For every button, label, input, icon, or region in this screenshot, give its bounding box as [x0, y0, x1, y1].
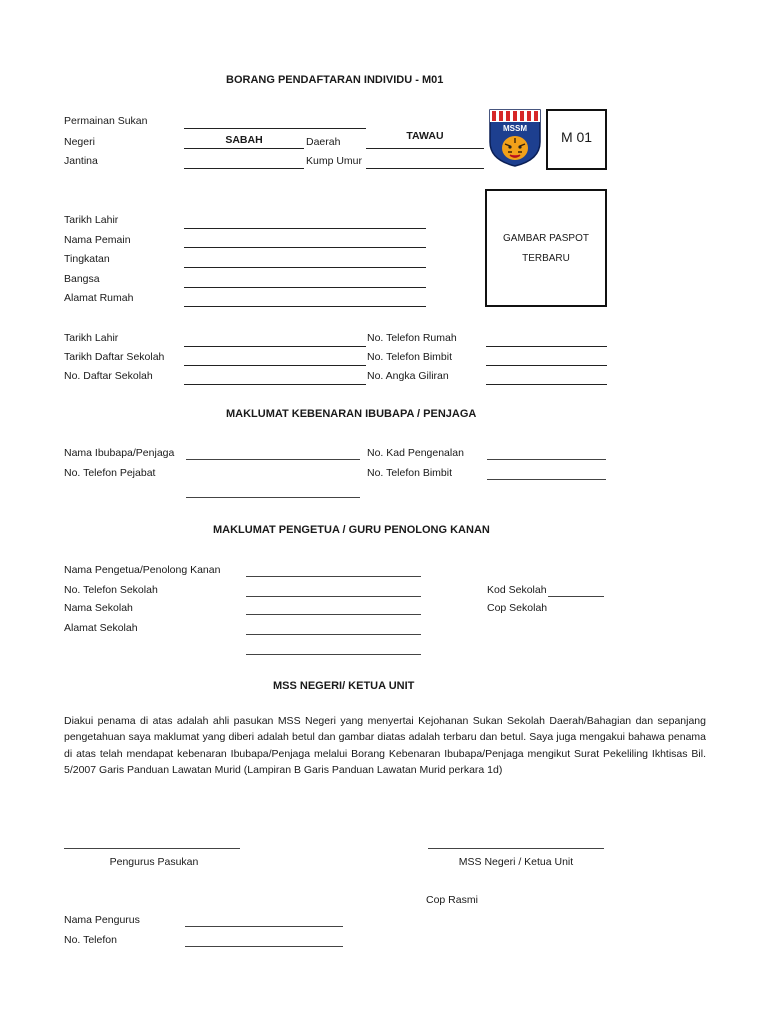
field-negeri[interactable]	[184, 148, 304, 149]
label-tel-pejabat: No. Telefon Pejabat	[64, 467, 156, 479]
field-nama-sekolah[interactable]	[246, 614, 421, 615]
field-alamat-rumah[interactable]	[184, 306, 426, 307]
form-code: M 01	[560, 129, 593, 145]
label-negeri: Negeri	[64, 136, 95, 148]
principal-heading: MAKLUMAT PENGETUA / GURU PENOLONG KANAN	[213, 524, 490, 536]
negeri-value: SABAH	[225, 134, 263, 146]
field-angka-giliran[interactable]	[486, 384, 607, 385]
parent-heading: MAKLUMAT KEBENARAN IBUBAPA / PENJAGA	[226, 408, 477, 420]
field-tel-bimbit[interactable]	[486, 365, 607, 366]
label-pengurus-pasukan: Pengurus Pasukan	[109, 856, 199, 868]
field-no-telefon[interactable]	[185, 946, 343, 947]
label-tel-bimbit: No. Telefon Bimbit	[367, 351, 453, 363]
label-no-daftar: No. Daftar Sekolah	[64, 370, 153, 382]
field-tarikh-lahir-2[interactable]	[184, 346, 366, 347]
field-parent-tel-bimbit[interactable]	[487, 479, 606, 480]
label-mss-negeri: MSS Negeri / Ketua Unit	[458, 856, 574, 868]
signature-pengurus[interactable]	[64, 848, 240, 849]
label-nama-pengetua: Nama Pengetua/Penolong Kanan	[64, 564, 221, 576]
field-permainan-sukan[interactable]	[184, 128, 366, 129]
field-nama-pengetua[interactable]	[246, 576, 421, 577]
label-nama-pemain: Nama Pemain	[64, 234, 131, 246]
label-nama-sekolah: Nama Sekolah	[64, 602, 133, 614]
label-tarikh-lahir-1: Tarikh Lahir	[64, 214, 119, 226]
field-daerah[interactable]	[366, 148, 484, 149]
field-kod-sekolah[interactable]	[548, 596, 604, 597]
field-tel-rumah[interactable]	[486, 346, 607, 347]
label-bangsa: Bangsa	[64, 273, 100, 285]
label-tel-sekolah: No. Telefon Sekolah	[64, 584, 158, 596]
field-no-daftar[interactable]	[184, 384, 366, 385]
field-tel-pejabat[interactable]	[186, 497, 360, 498]
label-nama-pengurus: Nama Pengurus	[64, 914, 140, 926]
field-kad-pengenalan[interactable]	[487, 459, 606, 460]
field-alamat-sekolah-2[interactable]	[246, 654, 421, 655]
label-nama-ibubapa: Nama Ibubapa/Penjaga	[64, 447, 175, 459]
field-nama-pemain[interactable]	[184, 247, 426, 248]
label-cop-rasmi: Cop Rasmi	[426, 894, 478, 906]
field-nama-pengurus[interactable]	[185, 926, 343, 927]
label-no-telefon: No. Telefon	[64, 934, 117, 946]
field-nama-ibubapa[interactable]	[186, 459, 360, 460]
mss-heading: MSS NEGERI/ KETUA UNIT	[273, 680, 415, 692]
label-permainan-sukan: Permainan Sukan	[64, 115, 148, 127]
label-tel-rumah: No. Telefon Rumah	[367, 332, 457, 344]
field-jantina[interactable]	[184, 168, 304, 169]
label-kump-umur: Kump Umur	[306, 155, 363, 167]
label-tarikh-daftar: Tarikh Daftar Sekolah	[64, 351, 165, 363]
photo-box-line-1: GAMBAR PASPOT	[503, 233, 589, 244]
signature-mss-negeri[interactable]	[428, 848, 604, 849]
photo-box	[485, 189, 607, 307]
logo-text: MSSM	[503, 124, 527, 133]
label-tarikh-lahir-2: Tarikh Lahir	[64, 332, 119, 344]
field-tingkatan[interactable]	[184, 267, 426, 268]
label-jantina: Jantina	[64, 155, 98, 167]
label-tingkatan: Tingkatan	[64, 253, 110, 265]
daerah-value: TAWAU	[406, 130, 444, 142]
field-kump-umur[interactable]	[366, 168, 484, 169]
photo-box-line-2: TERBARU	[522, 253, 570, 264]
form-title: BORANG PENDAFTARAN INDIVIDU - M01	[226, 74, 444, 86]
label-daerah: Daerah	[306, 136, 341, 148]
label-angka-giliran: No. Angka Giliran	[367, 370, 449, 382]
label-alamat-sekolah: Alamat Sekolah	[64, 622, 138, 634]
declaration-paragraph: Diakui penama di atas adalah ahli pasukan MSS Negeri yang menyertai Kejohanan Sukan Sekolah Daerah/Bahagian dan sepanjang pengetahuan saya maklumat yang diberi adalah betul dan gambar diatas adalah terbaru dan betul. Saya juga mengakui bahawa penama di atas telah mendapat kebenaran Ibubapa/Penjaga melalui Borang Kebenaran Ibubapa/Penjaga mengikut Surat Pekeliling Ikhtisas Bil. 5/2007 Garis Panduan Lawatan Murid (Lampiran B Garis Panduan Lawatan Murid perkara 1d)	[64, 715, 706, 777]
field-bangsa[interactable]	[184, 287, 426, 288]
label-kod-sekolah: Kod Sekolah	[487, 584, 547, 596]
field-tel-sekolah[interactable]	[246, 596, 421, 597]
field-alamat-sekolah-1[interactable]	[246, 634, 421, 635]
label-kad-pengenalan: No. Kad Pengenalan	[367, 447, 464, 459]
mssm-logo-icon	[488, 108, 542, 168]
label-cop-sekolah: Cop Sekolah	[487, 602, 548, 614]
label-alamat-rumah: Alamat Rumah	[64, 292, 134, 304]
label-parent-tel-bimbit: No. Telefon Bimbit	[367, 467, 453, 479]
field-tarikh-lahir-1[interactable]	[184, 228, 426, 229]
field-tarikh-daftar[interactable]	[184, 365, 366, 366]
